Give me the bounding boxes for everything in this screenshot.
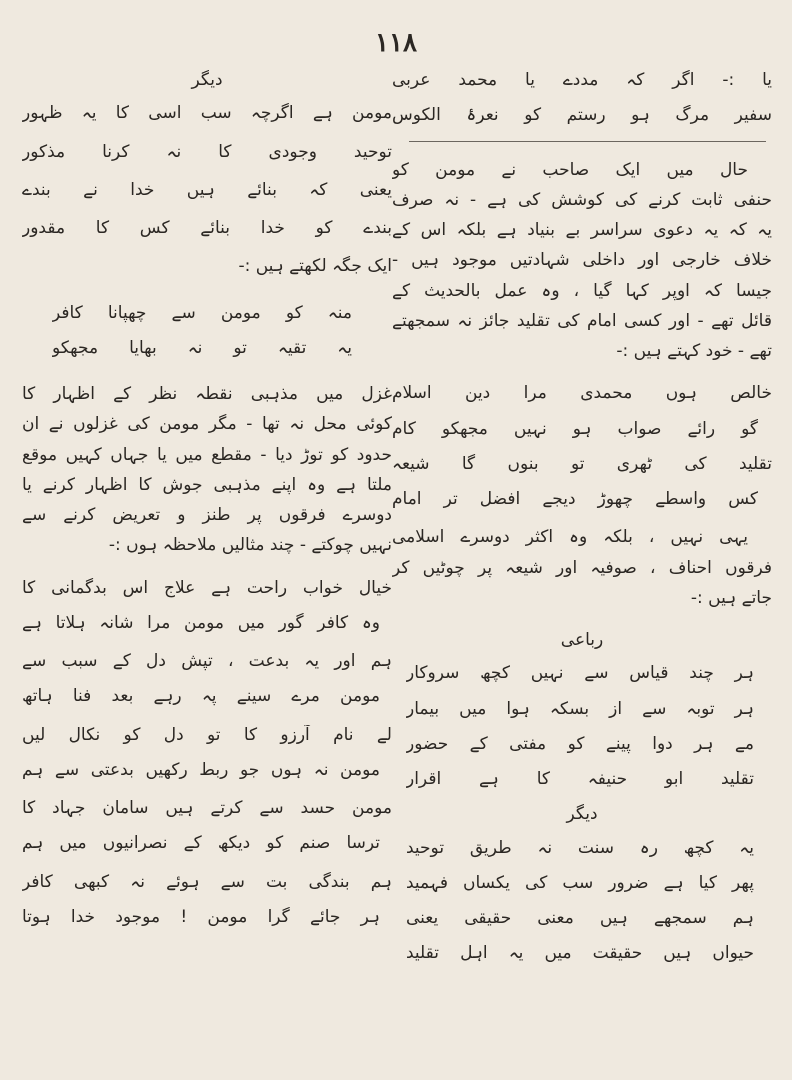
left-column [22,70,392,945]
left-heading: دیگر [191,70,223,90]
paragraph-line: یہی نہیں ، بلکہ وہ اکثر دوسرے اسلامی [392,527,748,548]
verse-line: سفیر مرگ ہو رستم کو نعرۂ الکوس [392,105,772,126]
couplet-line: وہ کافر گور میں مومن مرا شانہ ہلاتا ہے [22,612,380,633]
right-column [392,70,772,979]
verse-line: تقلید کی ٹھری تو بنوں گا شیعہ [392,453,772,474]
couplet-line: ہم اور یہ بدعت ، تپش دل کے سبب سے [22,651,392,671]
couplet-line: منہ کو مومن سے چھپانا کافر [52,302,352,323]
verse-line: یعنی کہ بنائے ہیں خدا نے بندے [22,179,392,200]
paragraph-line: نہیں چوکتے - چند مثالیں ملاحظہ ہوں :- [108,535,392,556]
verse-line: کس واسطے چھوڑ دیجے افضل تر امام [392,489,758,509]
verse-line: مومن ہے اگرچہ سب اسی کا یہ ظہور [22,103,392,124]
paragraph-line: حنفی ثابت کرنے کی کوشش کی ہے - نہ صرف [392,189,772,210]
verse-line: یا :- اگر کہ مددے یا محمد عربی [392,70,772,90]
paragraph-line: حال میں ایک صاحب نے مومن کو [392,159,748,180]
paragraph-line: دوسرے فرقوں پر طنز و تعریض کرنے سے [22,505,392,525]
paragraph-line: تھے - خود کہتے ہیں :- [616,341,772,361]
paragraph-line: جاتے ہیں :- [690,587,772,608]
couplet-line: یہ تقیہ تو نہ بھایا مجھکو [52,337,352,358]
page-number: ۱۱۸ [375,28,417,58]
couplet-line: خیال خواب راحت ہے علاج اس بدگمانی کا [22,577,392,598]
verse-line: ہم سمجھے ہیں معنی حقیقی یعنی [406,908,754,928]
verse-line: بندے کو خدا بنائے کس کا مقدور [22,218,392,238]
rubai-line: ہر توبہ سے از بسکہ ہوا میں بیمار [406,698,754,719]
section-heading: دیگر [566,804,598,825]
paragraph-line: حدود کو توڑ دیا - مقطع میں یا جہاں کہیں موقع [22,444,392,465]
verse-line: پھر کیا ہے ضرور سب کی یکساں فہمید [406,872,754,893]
paragraph-line: جیسا کہ اوپر کہا گیا ، وہ عمل بالحدیث کے [392,280,772,301]
couplet-line: ترسا صنم کو دیکھ کے نصرانیوں میں ہم [22,833,380,854]
verse-line: حیواں ہیں حقیقت میں یہ اہل تقلید [406,943,754,964]
couplet-line: ہر جائے گرا مومن ! موجود خدا ہوتا [22,906,380,927]
couplet-line: مومن حسد سے کرتے ہیں سامان جہاد کا [22,798,392,818]
paragraph-line: قائل تھے - اور کسی امام کی تقلید جائز نہ سمجھتے [392,310,772,331]
couplet-line: ہم بندگی بت سے ہوئے نہ کبھی کافر [22,871,392,892]
verse-line: خالص ہوں محمدی مرا دین اسلام [392,383,772,404]
paragraph-line: کوئی محل نہ تھا - مگر مومن کی غزلوں نے ان [22,414,392,435]
intro-line: ایک جگہ لکھتے ہیں :- [238,256,392,277]
couplet-line: مومن مرے سینے پہ رہے بعد فنا ہاتھ [22,686,380,707]
rubai-heading: رباعی [560,630,604,650]
paragraph-line: غزل میں مذہبی نقطہ نظر کے اظہار کا [22,384,392,404]
paragraph-line: ملتا ہے وہ اپنے مذہبی جوش کا اظہار کرنے یا [22,474,392,495]
rubai-line: تقلید ابو حنیفہ کا ہے اقرار [406,769,754,789]
couplet-line: مومن نہ ہوں جو ربط رکھیں بدعتی سے ہم [22,759,380,780]
section-divider [409,141,766,142]
couplet-line: لے نام آرزو کا تو دل کو نکال لیں [22,724,392,745]
verse-line: توحید وجودی کا نہ کرنا مذکور [22,141,392,162]
verse-line: گو رائے صواب ہو نہیں مجھکو کام [392,418,758,439]
paragraph-line: یہ کہ یہ دعوی سراسر بے بنیاد ہے بلکہ اس کے [392,220,772,240]
verse-line: یہ کچھ رہ سنت نہ طریق توحید [406,837,754,858]
paragraph-line: فرقوں احناف ، صوفیہ اور شیعہ پر چوٹیں کر [392,557,772,578]
rubai-line: ہر چند قیاس سے نہیں کچھ سروکار [406,663,754,684]
rubai-line: مے ہر دوا پینے کو مفتی کے حضور [406,733,754,754]
paragraph-line: خلاف خارجی اور داخلی شہادتیں موجود ہیں - [392,250,772,271]
